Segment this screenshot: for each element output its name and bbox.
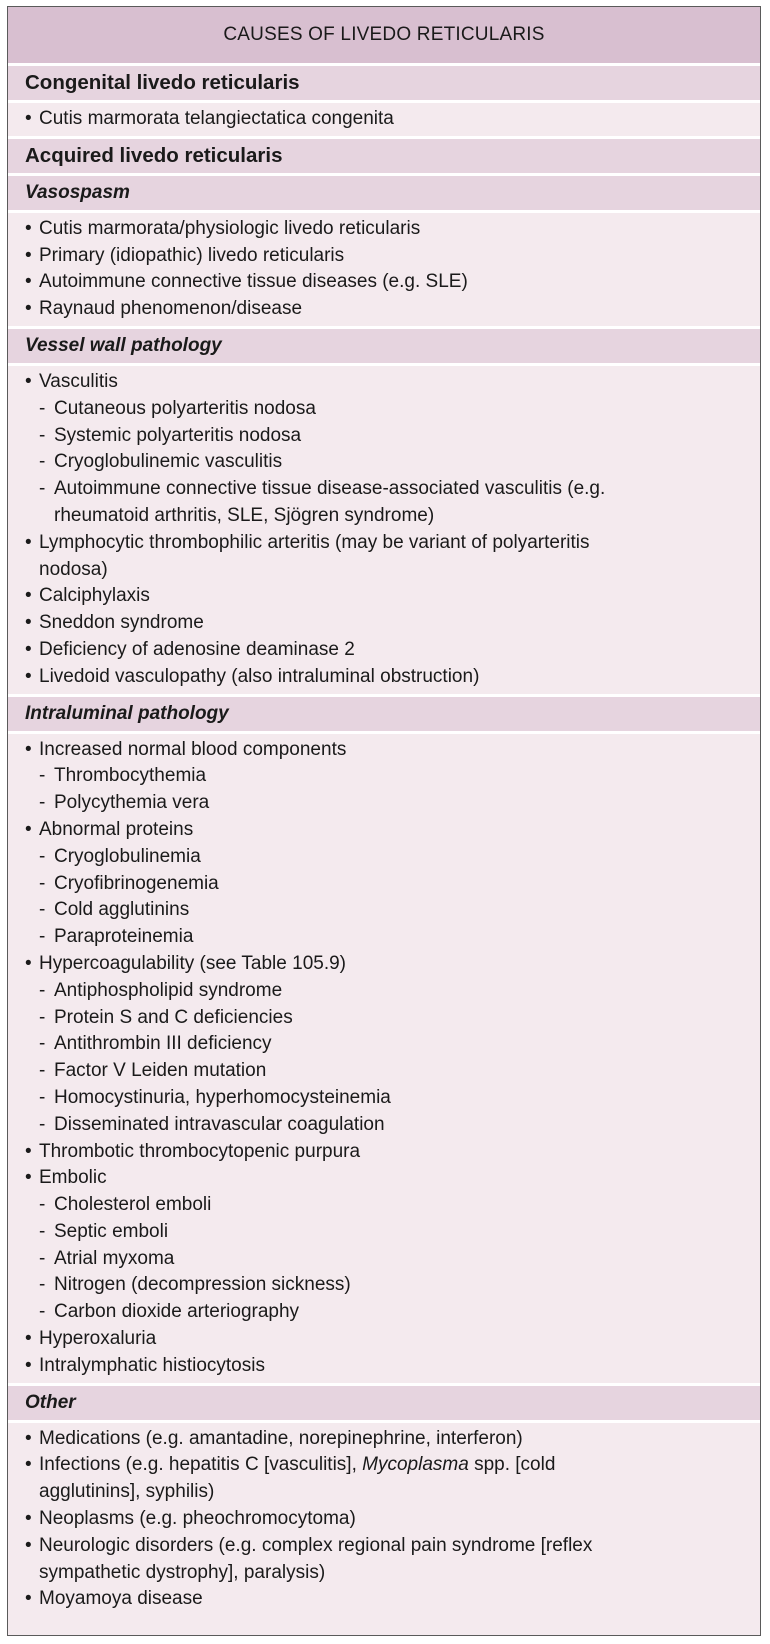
list-item: • Primary (idiopathic) livedo reticularis	[8, 243, 760, 270]
sub-item: - Polycythemia vera	[39, 792, 210, 814]
sub-item: - Cryofibrinogenemia	[39, 872, 219, 894]
sub-item: - Atrial myxoma	[39, 1247, 175, 1269]
list-item-continuation: agglutinins], syphilis)	[39, 1481, 215, 1503]
sub-item: - Protein S and C deficiencies	[39, 1006, 293, 1028]
list-item: • Increased normal blood components	[8, 737, 760, 764]
heading-other: Other	[8, 1386, 760, 1420]
list-item-continuation: sympathetic dystrophy], paralysis)	[39, 1561, 326, 1583]
list-item: • Cutis marmorata/physiologic livedo reticularis	[8, 216, 760, 243]
sub-item: - Carbon dioxide arteriography	[39, 1301, 300, 1323]
sub-item: - Nitrogen (decompression sickness)	[39, 1274, 351, 1296]
sub-item-continuation: rheumatoid arthritis, SLE, Sjögren syndrome)	[54, 504, 435, 526]
sub-item: - Cutaneous polyarteritis nodosa	[39, 397, 316, 419]
sub-item: - Factor V Leiden mutation	[39, 1060, 267, 1082]
list-item: • Medications (e.g. amantadine, norepinephrine, interferon)	[8, 1426, 760, 1453]
sub-item: - Disseminated intravascular coagulation	[39, 1113, 385, 1135]
list-item: • Neoplasms (e.g. pheochromocytoma)	[8, 1506, 760, 1533]
list-item: • Calciphylaxis	[8, 583, 760, 610]
list-item: • Raynaud phenomenon/disease	[8, 296, 760, 323]
heading-intraluminal: Intraluminal pathology	[8, 697, 760, 731]
list-item: • Hyperoxaluria	[8, 1326, 760, 1353]
heading-vasospasm: Vasospasm	[8, 176, 760, 210]
sub-item: - Homocystinuria, hyperhomocysteinemia	[39, 1086, 391, 1108]
sub-item: - Autoimmune connective tissue disease-associated vasculitis (e.g.	[39, 478, 606, 500]
intraluminal-list	[8, 734, 760, 1383]
list-item: • Infections (e.g. hepatitis C [vasculitis], Mycoplasma spp. [cold	[8, 1452, 760, 1479]
list-item: • Vasculitis	[8, 369, 760, 396]
list-item: • Livedoid vasculopathy (also intraluminal obstruction)	[8, 664, 760, 691]
sub-item: - Antiphospholipid syndrome	[39, 979, 283, 1001]
sub-item: - Cholesterol emboli	[39, 1194, 212, 1216]
heading-congenital: Congenital livedo reticularis	[8, 66, 760, 100]
sub-item: - Septic emboli	[39, 1220, 169, 1242]
sub-item: - Paraproteinemia	[39, 926, 194, 948]
list-item: • Sneddon syndrome	[8, 610, 760, 637]
list-item: • Abnormal proteins	[8, 817, 760, 844]
list-item: • Embolic	[8, 1165, 760, 1192]
list-item: • Deficiency of adenosine deaminase 2	[8, 637, 760, 664]
sub-item: - Cold agglutinins	[39, 899, 190, 921]
vessel-wall-list	[8, 366, 760, 694]
list-item: • Cutis marmorata telangiectatica congenita	[8, 106, 760, 133]
congenital-list	[8, 103, 760, 136]
list-item: • Autoimmune connective tissue diseases (e.g. SLE)	[8, 269, 760, 296]
sub-item: - Cryoglobulinemia	[39, 845, 201, 867]
list-item: • Neurologic disorders (e.g. complex regional pain syndrome [reflex	[8, 1533, 760, 1560]
other-list	[8, 1423, 760, 1617]
table-title: CAUSES OF LIVEDO RETICULARIS	[8, 7, 760, 63]
livedo-causes-table	[7, 6, 761, 1636]
heading-vessel-wall: Vessel wall pathology	[8, 329, 760, 363]
sub-item: - Cryoglobulinemic vasculitis	[39, 451, 283, 473]
list-item: • Hypercoagulability (see Table 105.9)	[8, 951, 760, 978]
sub-item: - Thrombocythemia	[39, 765, 207, 787]
sub-item: - Antithrombin III deficiency	[39, 1033, 272, 1055]
list-item: • Thrombotic thrombocytopenic purpura	[8, 1139, 760, 1166]
list-item: • Intralymphatic histiocytosis	[8, 1353, 760, 1380]
list-item-continuation: nodosa)	[39, 558, 108, 580]
heading-acquired: Acquired livedo reticularis	[8, 139, 760, 173]
sub-item: - Systemic polyarteritis nodosa	[39, 424, 302, 446]
vasospasm-list	[8, 213, 760, 326]
list-item: • Moyamoya disease	[8, 1586, 760, 1613]
list-item: • Lymphocytic thrombophilic arteritis (may be variant of polyarteritis	[8, 530, 760, 557]
